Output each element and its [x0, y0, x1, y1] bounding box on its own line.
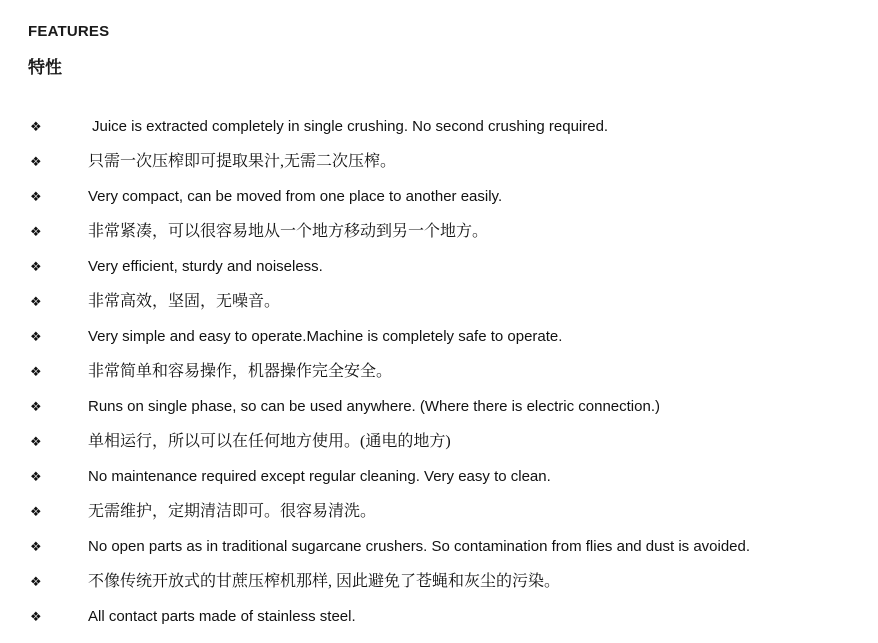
feature-text: Very simple and easy to operate.Machine is completely safe to operate.: [88, 328, 563, 345]
diamond-bullet-icon: ❖: [30, 189, 42, 204]
feature-item: [28, 599, 878, 634]
feature-item: [28, 179, 878, 214]
diamond-bullet-icon: ❖: [30, 434, 42, 449]
diamond-bullet-icon: ❖: [30, 154, 42, 169]
diamond-bullet-icon: ❖: [30, 399, 42, 414]
feature-item: [28, 424, 878, 459]
feature-item: [28, 249, 878, 284]
feature-item: [28, 529, 878, 564]
diamond-bullet-icon: ❖: [30, 469, 42, 484]
diamond-bullet-icon: ❖: [30, 119, 42, 134]
page-title-chinese: 特性: [28, 58, 62, 77]
feature-item: [28, 284, 878, 319]
feature-text: No maintenance required except regular cleaning. Very easy to clean.: [88, 468, 551, 485]
feature-item: [28, 319, 878, 354]
feature-text: Runs on single phase, so can be used anywhere. (Where there is electric connection.): [88, 398, 660, 415]
feature-item: [28, 214, 878, 249]
page-title: FEATURES: [28, 23, 110, 40]
feature-item: [28, 564, 878, 599]
feature-item: [28, 459, 878, 494]
feature-text: 非常简单和容易操作，机器操作完全安全。: [88, 363, 393, 380]
feature-text: 不像传统开放式的甘蔗压榨机那样, 因此避免了苍蝇和灰尘的污染。: [88, 573, 561, 590]
feature-item: [28, 389, 878, 424]
diamond-bullet-icon: ❖: [30, 504, 42, 519]
feature-item: [28, 354, 878, 389]
diamond-bullet-icon: ❖: [30, 259, 42, 274]
feature-item: [28, 494, 878, 529]
feature-text: Juice is extracted completely in single crushing. No second crushing required.: [92, 118, 609, 135]
diamond-bullet-icon: ❖: [30, 294, 42, 309]
diamond-bullet-icon: ❖: [30, 574, 42, 589]
feature-text: All contact parts made of stainless steel.: [88, 608, 356, 625]
feature-text: 无需维护，定期清洁即可。很容易清洗。: [88, 503, 377, 520]
feature-list: [28, 109, 878, 634]
diamond-bullet-icon: ❖: [30, 224, 42, 239]
feature-text: Very efficient, sturdy and noiseless.: [88, 258, 323, 275]
feature-text: 非常紧凑，可以很容易地从一个地方移动到另一个地方。: [88, 223, 489, 240]
feature-item: [28, 144, 878, 179]
feature-text: 非常高效，坚固，无噪音。: [88, 293, 281, 310]
diamond-bullet-icon: ❖: [30, 364, 42, 379]
feature-text: 只需一次压榨即可提取果汁,无需二次压榨。: [88, 153, 397, 170]
feature-text: 单相运行，所以可以在任何地方使用。(通电的地方): [88, 433, 451, 450]
feature-text: No open parts as in traditional sugarcane crushers. So contamination from flies and dust is avoided.: [88, 538, 751, 555]
diamond-bullet-icon: ❖: [30, 329, 42, 344]
feature-item: [28, 109, 878, 144]
diamond-bullet-icon: ❖: [30, 609, 42, 624]
diamond-bullet-icon: ❖: [30, 539, 42, 554]
feature-text: Very compact, can be moved from one place to another easily.: [88, 188, 503, 205]
